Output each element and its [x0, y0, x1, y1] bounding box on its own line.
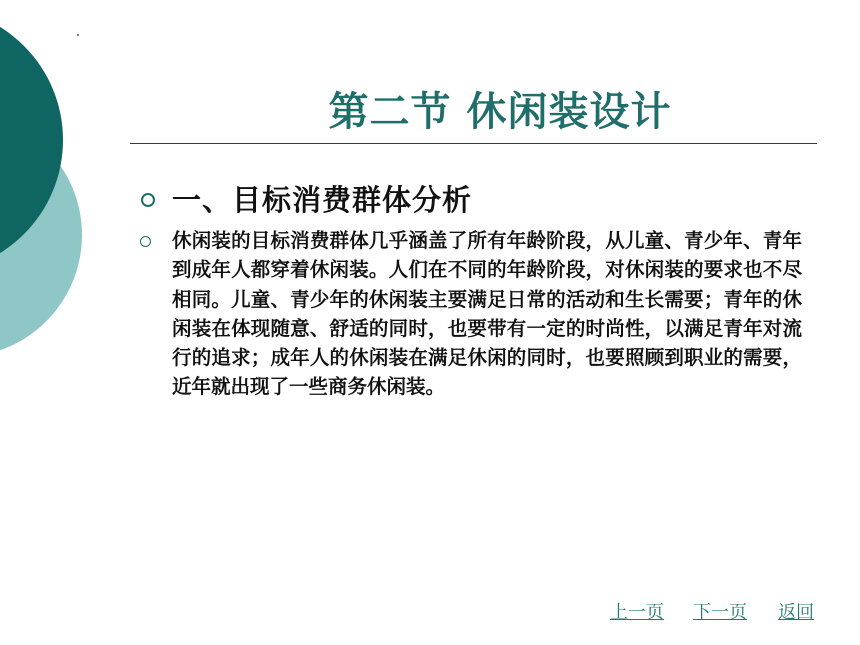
prev-page-link[interactable]: 上一页 [610, 602, 664, 623]
next-page-link[interactable]: 下一页 [693, 602, 747, 623]
section-heading: 一、目标消费群体分析 [172, 183, 473, 217]
dark-teal-circle [0, 7, 63, 273]
light-teal-circle [0, 113, 82, 357]
bullet-circle-icon [140, 236, 151, 247]
small-dot [77, 34, 79, 36]
body-paragraph: 休闲装的目标消费群体几乎涵盖了所有年龄阶段，从儿童、青少年、青年到成年人都穿着休闲装。人们在不同的年龄阶段，对休闲装的要求也不尽相同。儿童、青少年的休闲装主要满足日常的活动和生长需要；青年的休闲装在体现随意、舒适的同时，也要带有一定的时尚性，以满足青年对流行的追求；成年人的休闲装在满足休闲的同时，也要照顾到职业的需要，近年就出现了一些商务休闲装。 [172, 229, 802, 399]
back-link[interactable]: 返回 [778, 602, 814, 623]
bullet-circle-icon [141, 193, 155, 207]
slide-title: 第二节 休闲装设计 [328, 89, 672, 135]
title-divider [130, 143, 817, 144]
